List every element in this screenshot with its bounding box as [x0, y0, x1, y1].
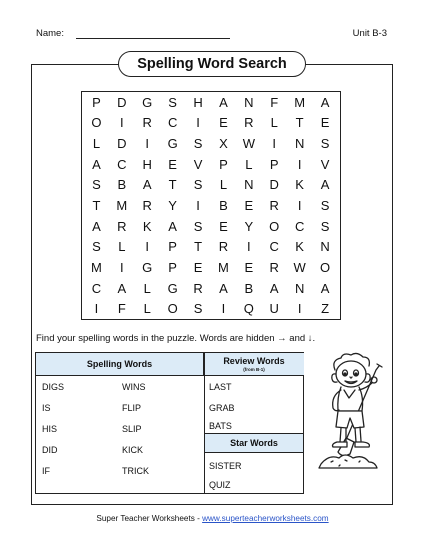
- review-words-header: [204, 353, 304, 376]
- grid-letter: D: [269, 177, 280, 193]
- grid-letter: G: [167, 280, 179, 296]
- grid-letter: L: [118, 239, 126, 255]
- grid-letter: U: [269, 301, 280, 317]
- spelling-word: IS: [42, 403, 51, 413]
- grid-letter: A: [219, 94, 229, 110]
- grid-letter: E: [168, 156, 178, 172]
- grid-letter: I: [247, 239, 252, 255]
- star-words-header: Star Words: [205, 433, 303, 453]
- grid-letter: S: [320, 197, 330, 213]
- grid-letter: I: [196, 115, 201, 131]
- grid-letter: P: [219, 156, 229, 172]
- grid-letter: S: [92, 177, 102, 193]
- review-word: GRAB: [209, 403, 235, 413]
- footer-link[interactable]: www.superteacherworksheets.com: [202, 514, 329, 523]
- grid-letter: V: [193, 156, 203, 172]
- grid-letter: R: [117, 218, 128, 234]
- instructions: Find your spelling words in the puzzle. Words are hidden → and ↓.: [36, 333, 316, 344]
- grid-letter: E: [244, 259, 254, 275]
- spelling-words-header: Spelling Words: [36, 353, 204, 376]
- grid-letter: R: [269, 197, 280, 213]
- grid-letter: C: [117, 156, 128, 172]
- grid-letter: V: [320, 156, 330, 172]
- name-label: Name:: [36, 28, 64, 39]
- review-word: BATS: [209, 421, 232, 431]
- grid-letter: I: [120, 115, 125, 131]
- grid-letter: I: [196, 197, 201, 213]
- grid-letter: C: [294, 218, 305, 234]
- grid-letter: A: [142, 177, 153, 193]
- grid-letter: G: [142, 259, 153, 275]
- spelling-word: SLIP: [122, 424, 142, 434]
- grid-letter: W: [242, 136, 256, 152]
- grid-letter: I: [297, 301, 302, 317]
- grid-letter: L: [219, 177, 228, 193]
- spelling-word: IF: [42, 466, 50, 476]
- grid-letter: N: [294, 136, 305, 152]
- unit-label: Unit B-3: [352, 28, 387, 39]
- grid-letter: P: [269, 156, 280, 172]
- star-word: SISTER: [209, 461, 242, 471]
- grid-letter: I: [94, 301, 99, 317]
- grid-letter: M: [91, 259, 103, 275]
- grid-letter: S: [193, 301, 203, 317]
- grid-letter: T: [168, 177, 178, 193]
- grid-letter: S: [92, 239, 102, 255]
- grid-letter: O: [269, 218, 280, 234]
- grid-letter: N: [244, 177, 255, 193]
- grid-letter: T: [194, 239, 203, 255]
- grid-letter: Z: [321, 301, 330, 317]
- grid-letter: M: [218, 259, 230, 275]
- grid-letter: Y: [168, 197, 178, 213]
- grid-letter: L: [245, 156, 253, 172]
- grid-letter: N: [244, 94, 255, 110]
- grid-letter: K: [142, 218, 153, 234]
- grid-letter: A: [92, 218, 102, 234]
- grid-letter: R: [142, 197, 153, 213]
- grid-letter: L: [143, 301, 152, 317]
- grid-letter: N: [320, 239, 331, 255]
- grid-letter: I: [120, 259, 125, 275]
- grid-letter: A: [92, 156, 102, 172]
- grid-letter: P: [92, 94, 102, 110]
- grid-letter: S: [193, 218, 203, 234]
- grid-letter: B: [117, 177, 127, 193]
- grid-letter: F: [117, 301, 127, 317]
- grid-letter: H: [142, 156, 153, 172]
- grid-letter: K: [295, 239, 305, 255]
- grid-letter: A: [269, 280, 280, 296]
- grid-letter: S: [320, 136, 330, 152]
- grid-letter: I: [145, 136, 150, 152]
- grid-letter: F: [270, 94, 279, 110]
- grid-letter: S: [193, 136, 203, 152]
- spelling-word: KICK: [122, 445, 144, 455]
- grid-letter: E: [244, 197, 254, 213]
- star-word: QUIZ: [209, 480, 231, 490]
- grid-letter: M: [116, 197, 128, 213]
- review-words-title: Review Words: [223, 356, 285, 366]
- grid-letter: A: [320, 94, 330, 110]
- grid-letter: E: [320, 115, 330, 131]
- grid-letter: R: [244, 115, 255, 131]
- grid-letter: C: [167, 115, 178, 131]
- grid-letter: I: [297, 156, 302, 172]
- grid-letter: B: [244, 280, 254, 296]
- grid-letter: Y: [244, 218, 254, 234]
- grid-letter: S: [193, 177, 203, 193]
- review-words-subtitle: (from B-1): [243, 367, 265, 372]
- grid-letter: S: [320, 218, 330, 234]
- spelling-word: FLIP: [122, 403, 142, 413]
- grid-letter: G: [167, 136, 179, 152]
- grid-letter: Q: [243, 301, 255, 317]
- footer-text: Super Teacher Worksheets -: [96, 514, 203, 523]
- grid-letter: E: [219, 218, 229, 234]
- grid-letter: D: [117, 136, 128, 152]
- grid-letter: I: [297, 197, 302, 213]
- grid-letter: T: [295, 115, 305, 131]
- word-list-table: [35, 352, 304, 494]
- spelling-word: WINS: [122, 382, 146, 392]
- grid-letter: A: [219, 280, 229, 296]
- grid-letter: D: [117, 94, 128, 110]
- grid-letter: W: [293, 259, 307, 275]
- grid-letter: A: [117, 280, 127, 296]
- column-divider: [204, 353, 205, 493]
- grid-letter: T: [92, 197, 101, 213]
- spelling-word: TRICK: [122, 466, 149, 476]
- grid-letter: O: [91, 115, 102, 131]
- word-search-grid: [81, 91, 341, 320]
- grid-letter: B: [219, 197, 229, 213]
- grid-letter: A: [320, 280, 330, 296]
- grid-letter: P: [168, 259, 178, 275]
- grid-letter: A: [320, 177, 330, 193]
- boy-with-shovel-illustration: [311, 352, 389, 480]
- grid-letter: L: [270, 115, 279, 131]
- grid-letter: E: [193, 259, 203, 275]
- grid-letter: L: [143, 280, 152, 296]
- grid-letter: O: [167, 301, 179, 317]
- grid-letter: H: [193, 94, 204, 110]
- grid-letter: K: [295, 177, 305, 193]
- grid-letter: A: [168, 218, 178, 234]
- grid-letter: O: [319, 259, 331, 275]
- grid-letter: R: [193, 280, 204, 296]
- grid-letter: R: [142, 115, 153, 131]
- grid-letter: P: [168, 239, 178, 255]
- spelling-word: DID: [42, 445, 58, 455]
- review-word: LAST: [209, 382, 232, 392]
- grid-letter: E: [219, 115, 229, 131]
- grid-letter: C: [269, 239, 280, 255]
- grid-letter: I: [272, 136, 277, 152]
- name-line[interactable]: [76, 38, 230, 39]
- grid-letter: R: [218, 239, 229, 255]
- grid-letter: N: [294, 280, 305, 296]
- spelling-word: HIS: [42, 424, 58, 434]
- grid-letter: I: [221, 301, 226, 317]
- grid-letter: S: [168, 94, 178, 110]
- grid-letter: R: [269, 259, 280, 275]
- grid-letter: M: [294, 94, 306, 110]
- spelling-word: DIGS: [42, 382, 65, 392]
- grid-letter: L: [92, 136, 101, 152]
- worksheet-title: Spelling Word Search: [118, 51, 306, 77]
- grid-letter: C: [91, 280, 102, 296]
- grid-letter: I: [145, 239, 150, 255]
- grid-letter: G: [142, 94, 153, 110]
- grid-letter: X: [219, 136, 229, 152]
- footer: [0, 514, 425, 523]
